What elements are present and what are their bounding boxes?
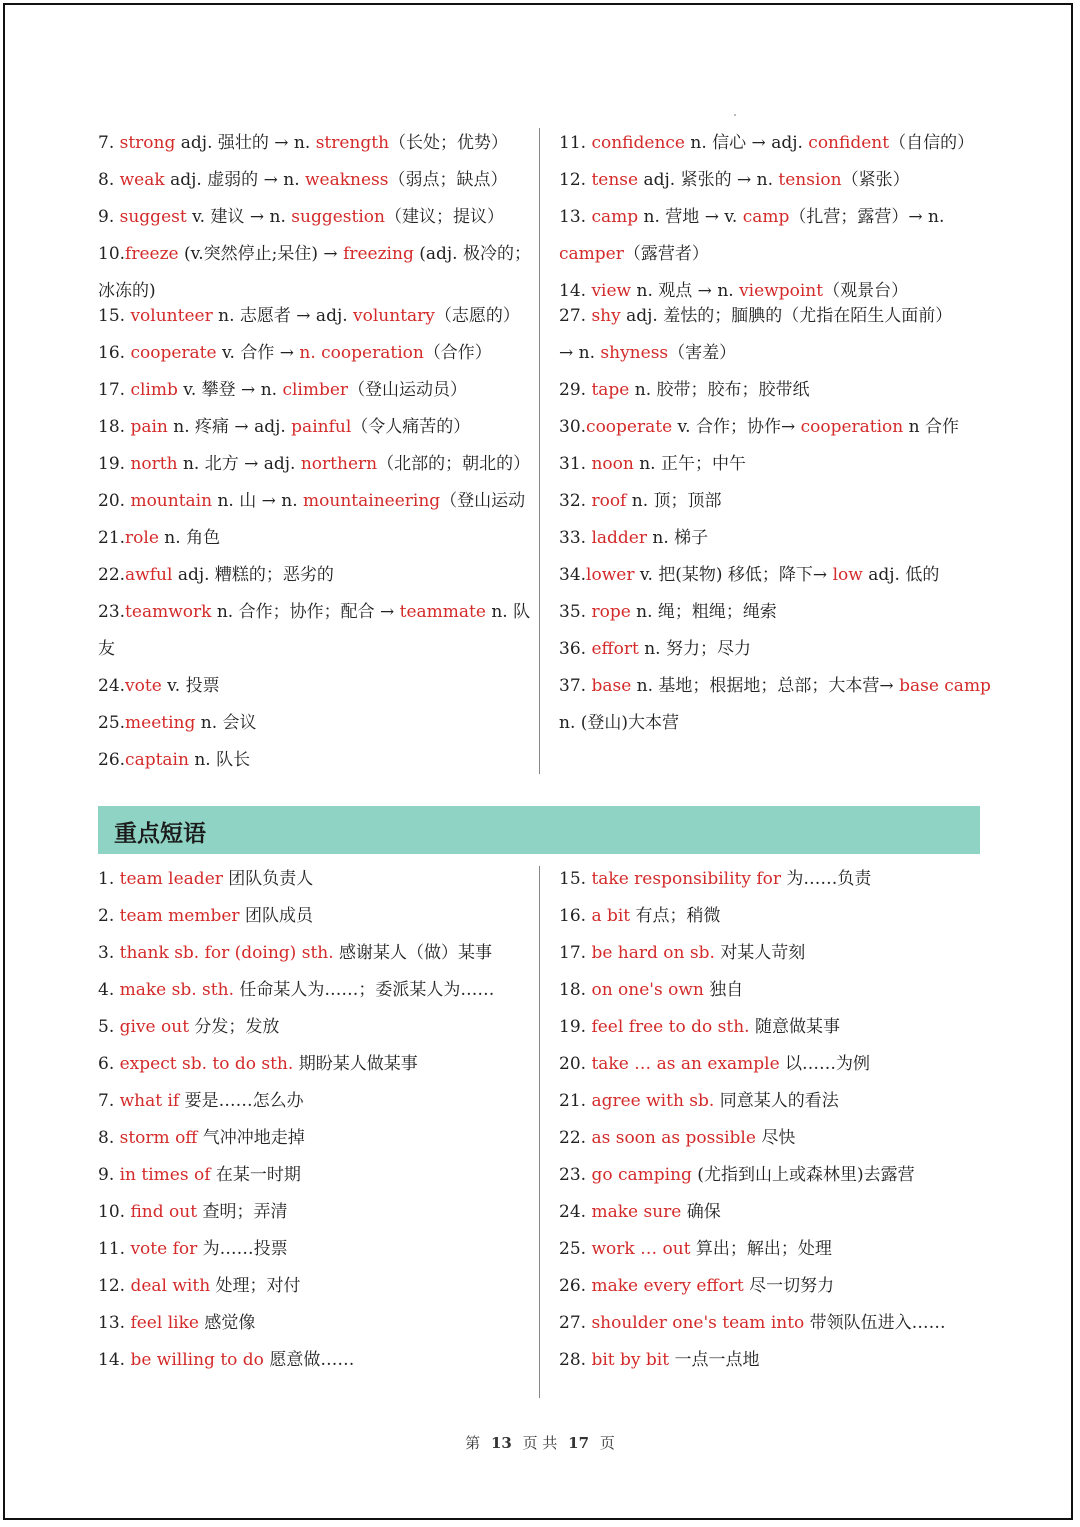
gloss: （露营者） bbox=[623, 244, 709, 264]
gloss: n. 会议 bbox=[195, 713, 257, 733]
term: view bbox=[591, 281, 632, 301]
term: effort bbox=[591, 639, 639, 659]
gloss: (adj. 极冷的； bbox=[413, 244, 531, 264]
gloss: n. (登山)大本营 bbox=[559, 713, 680, 733]
vocab-right-column bbox=[559, 125, 989, 310]
term: camp bbox=[591, 207, 639, 227]
list-item bbox=[98, 631, 530, 668]
gloss: （弱点；缺点） bbox=[388, 170, 508, 190]
list-item bbox=[98, 1194, 530, 1231]
gloss: 18. bbox=[559, 980, 592, 1000]
gloss: n. 合作；协作；配合 → bbox=[211, 602, 400, 622]
gloss: v. 投票 bbox=[161, 676, 220, 696]
gloss: n. 营地 → v. bbox=[638, 207, 743, 227]
gloss: 10. bbox=[98, 244, 126, 264]
gloss: 13. bbox=[98, 1313, 131, 1333]
term: freezing bbox=[343, 244, 414, 264]
term: feel like bbox=[130, 1313, 199, 1333]
gloss: （扎营；露营）→ n. bbox=[789, 207, 945, 227]
term: weakness bbox=[305, 170, 389, 190]
term: climber bbox=[282, 380, 349, 400]
gloss: 对某人苛刻 bbox=[714, 943, 806, 963]
gloss: n. 绳；粗绳；绳索 bbox=[630, 602, 777, 622]
column-divider-bottom bbox=[539, 866, 540, 1398]
gloss: 11. bbox=[98, 1239, 131, 1259]
gloss: 37. bbox=[559, 676, 592, 696]
gloss: （登山运动员） bbox=[348, 380, 468, 400]
term: lower bbox=[586, 565, 635, 585]
gloss: n. 观点 → n. bbox=[631, 281, 740, 301]
term: as soon as possible bbox=[591, 1128, 756, 1148]
gloss: adj. 紧张的 → n. bbox=[638, 170, 779, 190]
gloss: (v.突然停止;呆住) → bbox=[178, 244, 344, 264]
gloss: 21. bbox=[559, 1091, 592, 1111]
gloss: 随意做某事 bbox=[749, 1017, 840, 1037]
gloss: 有点；稍微 bbox=[630, 906, 721, 926]
term: take … as an example bbox=[591, 1054, 780, 1074]
footer-pre: 第 bbox=[465, 1434, 481, 1452]
list-item bbox=[559, 668, 989, 705]
gloss: 30. bbox=[559, 417, 587, 437]
list-item bbox=[98, 861, 530, 898]
gloss: 12. bbox=[559, 170, 592, 190]
gloss: （合作） bbox=[423, 343, 492, 363]
gloss: 33. bbox=[559, 528, 592, 548]
list-item bbox=[98, 972, 530, 1009]
list-item bbox=[98, 236, 530, 273]
list-item bbox=[98, 1231, 530, 1268]
term: teammate bbox=[399, 602, 486, 622]
footer-total-pages: 17 bbox=[568, 1434, 590, 1452]
gloss: 14. bbox=[559, 281, 592, 301]
list-item bbox=[98, 742, 530, 779]
list-item bbox=[559, 298, 989, 335]
list-item bbox=[559, 1194, 989, 1231]
gloss: 4. bbox=[98, 980, 120, 1000]
term: role bbox=[125, 528, 159, 548]
list-item bbox=[98, 1157, 530, 1194]
gloss: n. 胶带；胶布；胶带纸 bbox=[629, 380, 810, 400]
gloss: n. 基地；根据地；总部；大本营→ bbox=[631, 676, 900, 696]
term: ladder bbox=[591, 528, 647, 548]
gloss: 9. bbox=[98, 1165, 120, 1185]
gloss: 为……负责 bbox=[781, 869, 872, 889]
gloss: 为……投票 bbox=[197, 1239, 288, 1259]
list-item bbox=[98, 594, 530, 631]
term: camp bbox=[742, 207, 790, 227]
gloss: 任命某人为……；委派某人为…… bbox=[233, 980, 495, 1000]
term: tension bbox=[778, 170, 842, 190]
term: team member bbox=[119, 906, 240, 926]
footer-post: 页 bbox=[599, 1434, 615, 1452]
term: n. cooperation bbox=[299, 343, 424, 363]
term: thank sb. for (doing) sth. bbox=[119, 943, 334, 963]
term: find out bbox=[130, 1202, 198, 1222]
gloss: v. 攀登 → n. bbox=[177, 380, 283, 400]
term: awful bbox=[125, 565, 173, 585]
gloss: 9. bbox=[98, 207, 120, 227]
term: shy bbox=[591, 306, 621, 326]
vocab-left-column bbox=[98, 125, 530, 310]
gloss: 13. bbox=[559, 207, 592, 227]
gloss: （令人痛苦的） bbox=[351, 417, 471, 437]
term: shyness bbox=[600, 343, 669, 363]
list-item bbox=[559, 1120, 989, 1157]
gloss: 34. bbox=[559, 565, 587, 585]
gloss: 21. bbox=[98, 528, 126, 548]
gloss: 26. bbox=[98, 750, 126, 770]
gloss: 18. bbox=[98, 417, 131, 437]
list-item bbox=[559, 594, 989, 631]
gloss: n. 顶；顶部 bbox=[626, 491, 722, 511]
term: teamwork bbox=[125, 602, 212, 622]
term: deal with bbox=[130, 1276, 211, 1296]
gloss: 查明；弄清 bbox=[197, 1202, 288, 1222]
gloss: 20. bbox=[559, 1054, 592, 1074]
gloss: 感谢某人（做）某事 bbox=[333, 943, 493, 963]
gloss: adj. 低的 bbox=[862, 565, 940, 585]
list-item bbox=[559, 631, 989, 668]
term: be willing to do bbox=[130, 1350, 264, 1370]
gloss: adj. 糟糕的；恶劣的 bbox=[172, 565, 334, 585]
gloss: adj. 强壮的 → n. bbox=[175, 133, 316, 153]
gloss: v. 合作 → bbox=[216, 343, 300, 363]
term: roof bbox=[591, 491, 627, 511]
term: cooperate bbox=[586, 417, 673, 437]
gloss: 感觉像 bbox=[198, 1313, 256, 1333]
term: noon bbox=[591, 454, 634, 474]
gloss: adj. 虚弱的 → n. bbox=[164, 170, 305, 190]
gloss: 11. bbox=[559, 133, 592, 153]
list-item bbox=[98, 1268, 530, 1305]
term: volunteer bbox=[130, 306, 213, 326]
gloss: 23. bbox=[559, 1165, 592, 1185]
gloss: 6. bbox=[98, 1054, 120, 1074]
gloss: （紧张） bbox=[841, 170, 910, 190]
gloss: 算出；解出；处理 bbox=[690, 1239, 832, 1259]
gloss: n. 志愿者 → adj. bbox=[212, 306, 354, 326]
gloss: 10. bbox=[98, 1202, 131, 1222]
list-item bbox=[98, 668, 530, 705]
term: base bbox=[591, 676, 632, 696]
term: tense bbox=[591, 170, 639, 190]
term: voluntary bbox=[353, 306, 435, 326]
list-item bbox=[559, 1083, 989, 1120]
term: base camp bbox=[899, 676, 991, 696]
gloss: 2. bbox=[98, 906, 120, 926]
gloss: 团队负责人 bbox=[222, 869, 314, 889]
gloss: v. 把(某物) 移低；降下→ bbox=[634, 565, 833, 585]
list-item bbox=[559, 1009, 989, 1046]
gloss: n. 角色 bbox=[158, 528, 221, 548]
list-item bbox=[98, 1083, 530, 1120]
list-item bbox=[559, 557, 989, 594]
term: suggestion bbox=[291, 207, 385, 227]
term: painful bbox=[291, 417, 352, 437]
term: tape bbox=[591, 380, 630, 400]
gloss: 一点一点地 bbox=[669, 1350, 760, 1370]
list-item bbox=[98, 898, 530, 935]
gloss: （登山运动 bbox=[440, 491, 526, 511]
term: on one's own bbox=[591, 980, 704, 1000]
gloss: 16. bbox=[98, 343, 131, 363]
term: captain bbox=[125, 750, 189, 770]
term: make sb. sth. bbox=[119, 980, 234, 1000]
list-item bbox=[559, 1268, 989, 1305]
gloss: 12. bbox=[98, 1276, 131, 1296]
term: rope bbox=[591, 602, 631, 622]
term: vote bbox=[125, 676, 162, 696]
list-item bbox=[559, 236, 989, 273]
term: suggest bbox=[119, 207, 187, 227]
gloss: （建议；提议） bbox=[384, 207, 504, 227]
list-item bbox=[98, 162, 530, 199]
list-item bbox=[98, 409, 530, 446]
list-item bbox=[559, 1305, 989, 1342]
gloss: 8. bbox=[98, 170, 120, 190]
gloss: 友 bbox=[98, 639, 115, 659]
footer-mid: 页 共 bbox=[522, 1434, 558, 1452]
list-item bbox=[98, 483, 530, 520]
gloss: 19. bbox=[559, 1017, 592, 1037]
gloss: 3. bbox=[98, 943, 120, 963]
list-item bbox=[98, 1305, 530, 1342]
term: freeze bbox=[125, 244, 179, 264]
list-item bbox=[559, 972, 989, 1009]
gloss: n. 信心 → adj. bbox=[684, 133, 809, 153]
gloss: 17. bbox=[559, 943, 592, 963]
term: in times of bbox=[119, 1165, 211, 1185]
gloss: （北部的；朝北的） bbox=[377, 454, 531, 474]
list-item bbox=[559, 1342, 989, 1379]
gloss: （长处；优势） bbox=[389, 133, 509, 153]
gloss: n. 山 → n. bbox=[212, 491, 304, 511]
term: bit by bit bbox=[591, 1350, 670, 1370]
gloss: 35. bbox=[559, 602, 592, 622]
gloss: 28. bbox=[559, 1350, 592, 1370]
gloss: （观景台） bbox=[823, 281, 909, 301]
gloss: 26. bbox=[559, 1276, 592, 1296]
term: go camping bbox=[591, 1165, 692, 1185]
term: weak bbox=[119, 170, 165, 190]
list-item bbox=[559, 409, 989, 446]
vocab-left-column-2 bbox=[98, 298, 530, 779]
gloss: 以……为例 bbox=[779, 1054, 871, 1074]
gloss: 16. bbox=[559, 906, 592, 926]
gloss: 36. bbox=[559, 639, 592, 659]
term: confident bbox=[808, 133, 890, 153]
gloss: 愿意做…… bbox=[263, 1350, 355, 1370]
gloss: n. 北方 → adj. bbox=[177, 454, 301, 474]
gloss: v. 合作；协作→ bbox=[672, 417, 801, 437]
list-item bbox=[98, 335, 530, 372]
phrases-left-column bbox=[98, 861, 530, 1379]
term: make every effort bbox=[591, 1276, 744, 1296]
term: expect sb. to do sth. bbox=[119, 1054, 294, 1074]
gloss: 处理；对付 bbox=[210, 1276, 301, 1296]
list-item bbox=[98, 298, 530, 335]
list-item bbox=[559, 483, 989, 520]
list-item bbox=[559, 1231, 989, 1268]
list-item bbox=[98, 1046, 530, 1083]
gloss: 20. bbox=[98, 491, 131, 511]
gloss: n. 队 bbox=[485, 602, 531, 622]
gloss: 7. bbox=[98, 1091, 120, 1111]
gloss: 同意某人的看法 bbox=[714, 1091, 839, 1111]
gloss: 27. bbox=[559, 1313, 592, 1333]
gloss: 8. bbox=[98, 1128, 120, 1148]
list-item bbox=[559, 199, 989, 236]
gloss: 25. bbox=[559, 1239, 592, 1259]
gloss: （志愿的） bbox=[434, 306, 520, 326]
list-item bbox=[98, 557, 530, 594]
gloss: 29. bbox=[559, 380, 592, 400]
list-item bbox=[98, 125, 530, 162]
phrases-right-column bbox=[559, 861, 989, 1379]
gloss: n. 正午；中午 bbox=[633, 454, 746, 474]
term: pain bbox=[130, 417, 168, 437]
list-item bbox=[559, 125, 989, 162]
term: meeting bbox=[125, 713, 196, 733]
term: climb bbox=[130, 380, 178, 400]
gloss: 24. bbox=[98, 676, 126, 696]
gloss: n. 队长 bbox=[188, 750, 251, 770]
list-item bbox=[559, 1046, 989, 1083]
gloss: 15. bbox=[559, 869, 592, 889]
list-item bbox=[98, 199, 530, 236]
term: be hard on sb. bbox=[591, 943, 715, 963]
gloss: 在某一时期 bbox=[210, 1165, 301, 1185]
term: make sure bbox=[591, 1202, 682, 1222]
gloss: 14. bbox=[98, 1350, 131, 1370]
gloss: v. 建议 → n. bbox=[186, 207, 292, 227]
term: take responsibility for bbox=[591, 869, 782, 889]
term: give out bbox=[119, 1017, 190, 1037]
section-title: 重点短语 bbox=[114, 821, 206, 847]
gloss: 19. bbox=[98, 454, 131, 474]
term: vote for bbox=[130, 1239, 198, 1259]
term: mountaineering bbox=[303, 491, 441, 511]
gloss: 要是……怎么办 bbox=[179, 1091, 304, 1111]
list-item bbox=[98, 1009, 530, 1046]
gloss: 期盼某人做某事 bbox=[293, 1054, 418, 1074]
gloss: 分发；发放 bbox=[189, 1017, 280, 1037]
term: what if bbox=[119, 1091, 180, 1111]
gloss: （自信的） bbox=[889, 133, 975, 153]
gloss: 24. bbox=[559, 1202, 592, 1222]
gloss: 独自 bbox=[703, 980, 744, 1000]
term: team leader bbox=[119, 869, 223, 889]
list-item bbox=[559, 705, 989, 742]
term: shoulder one's team into bbox=[591, 1313, 805, 1333]
gloss: 尽一切努力 bbox=[743, 1276, 835, 1296]
list-item bbox=[559, 935, 989, 972]
list-item bbox=[98, 372, 530, 409]
column-divider-top bbox=[539, 128, 540, 774]
gloss: 31. bbox=[559, 454, 592, 474]
term: strong bbox=[119, 133, 176, 153]
term: storm off bbox=[119, 1128, 198, 1148]
vocab-right-column-2 bbox=[559, 298, 989, 742]
term: mountain bbox=[130, 491, 213, 511]
gloss: 15. bbox=[98, 306, 131, 326]
gloss: n. 疼痛 → adj. bbox=[167, 417, 292, 437]
gloss: 22. bbox=[559, 1128, 592, 1148]
gloss: adj. 羞怯的；腼腆的（尤指在陌生人面前） bbox=[620, 306, 953, 326]
gloss: n. 努力；尽力 bbox=[638, 639, 751, 659]
gloss: n 合作 bbox=[903, 417, 960, 437]
gloss: 27. bbox=[559, 306, 592, 326]
gloss: (尤指到山上或森林里)去露营 bbox=[691, 1165, 915, 1185]
term: agree with sb. bbox=[591, 1091, 715, 1111]
term: a bit bbox=[591, 906, 631, 926]
gloss: 确保 bbox=[681, 1202, 721, 1222]
gloss: 5. bbox=[98, 1017, 120, 1037]
gloss: 25. bbox=[98, 713, 126, 733]
term: cooperation bbox=[800, 417, 904, 437]
gloss: n. 梯子 bbox=[646, 528, 709, 548]
list-item bbox=[559, 520, 989, 557]
list-item bbox=[559, 898, 989, 935]
list-item bbox=[559, 335, 989, 372]
gloss: 带领队伍进入…… bbox=[804, 1313, 946, 1333]
section-header-band bbox=[98, 806, 980, 854]
term: strength bbox=[315, 133, 390, 153]
term: northern bbox=[300, 454, 378, 474]
term: north bbox=[130, 454, 178, 474]
gloss: → n. bbox=[559, 343, 601, 363]
term: work … out bbox=[591, 1239, 691, 1259]
list-item bbox=[98, 1120, 530, 1157]
list-item bbox=[98, 935, 530, 972]
gloss: 23. bbox=[98, 602, 126, 622]
term: low bbox=[832, 565, 863, 585]
list-item bbox=[98, 520, 530, 557]
list-item bbox=[559, 1157, 989, 1194]
list-item bbox=[98, 1342, 530, 1379]
gloss: 32. bbox=[559, 491, 592, 511]
gloss: 尽快 bbox=[755, 1128, 796, 1148]
list-item bbox=[559, 372, 989, 409]
footer-page-number: 13 bbox=[490, 1434, 512, 1452]
gloss: 1. bbox=[98, 869, 120, 889]
gloss: 冰冻的) bbox=[98, 281, 156, 301]
scan-dot bbox=[734, 114, 736, 116]
term: camper bbox=[559, 244, 624, 264]
gloss: 团队成员 bbox=[239, 906, 313, 926]
list-item bbox=[559, 446, 989, 483]
term: confidence bbox=[591, 133, 685, 153]
term: cooperate bbox=[130, 343, 217, 363]
list-item bbox=[98, 705, 530, 742]
gloss: 气冲冲地走掉 bbox=[197, 1128, 305, 1148]
gloss: 17. bbox=[98, 380, 131, 400]
page-footer bbox=[0, 1432, 1080, 1453]
list-item bbox=[559, 162, 989, 199]
gloss: 22. bbox=[98, 565, 126, 585]
list-item bbox=[559, 861, 989, 898]
list-item bbox=[98, 446, 530, 483]
gloss: （害羞） bbox=[668, 343, 737, 363]
term: feel free to do sth. bbox=[591, 1017, 750, 1037]
term: viewpoint bbox=[739, 281, 824, 301]
gloss: 7. bbox=[98, 133, 120, 153]
